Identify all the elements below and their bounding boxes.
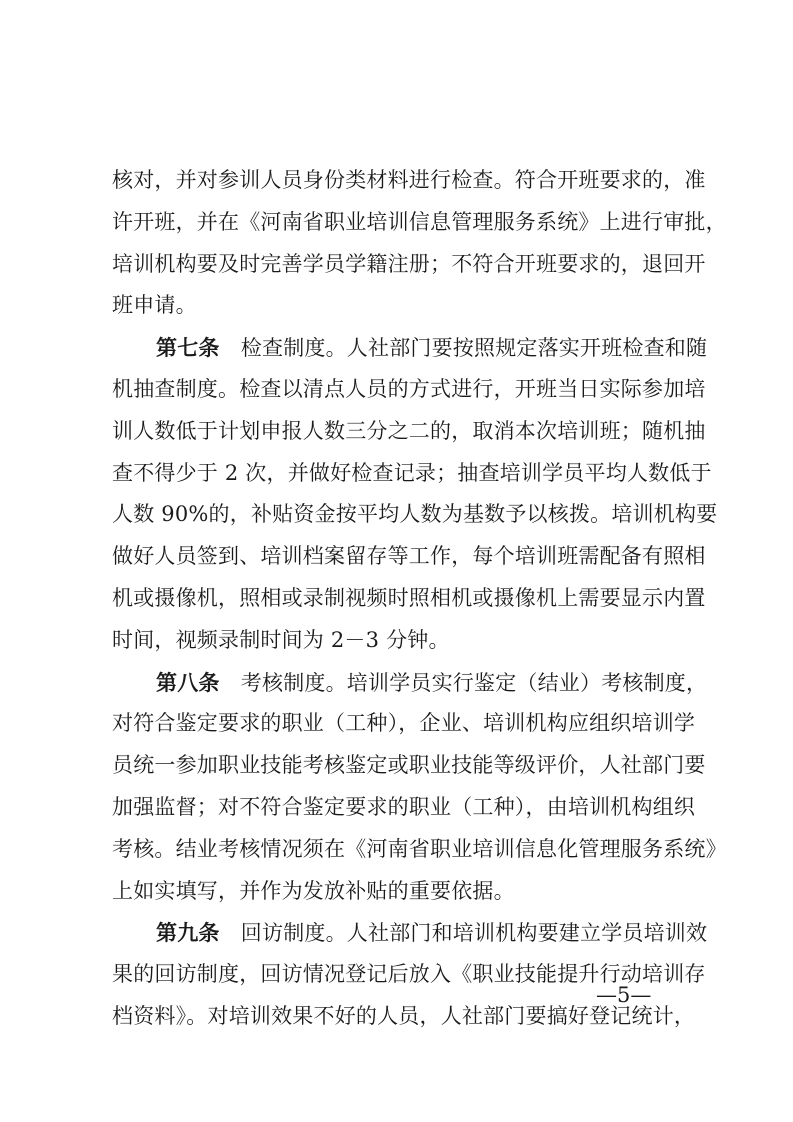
line-text: 检查制度。人社部门要按照规定落实开班检查和随 [219, 336, 708, 361]
line-text: 时间，视频录制时间为 2－3 分钟。 [112, 627, 450, 652]
line-text: 对符合鉴定要求的职业（工种），企业、培训机构应组织培训学 [112, 711, 696, 736]
line-text: 做好人员签到、培训档案留存等工作，每个培训班需配备有照相 [112, 544, 706, 569]
line-text: 训人数低于计划申报人数三分之二的，取消本次培训班；随机抽 [112, 418, 706, 443]
text-line [112, 703, 696, 745]
text-line [112, 578, 706, 620]
text-line [112, 202, 727, 244]
line-text: 班申请。 [112, 293, 197, 318]
article-number: 第九条 [156, 920, 220, 946]
text-line [112, 912, 708, 954]
body-text [112, 160, 727, 1038]
line-text: 人数 90%的，补贴资金按平均人数为基数予以核拨。培训机构要 [112, 502, 718, 527]
text-line [112, 996, 696, 1038]
text-line [112, 160, 706, 202]
line-text: 核对，并对参训人员身份类材料进行检查。符合开班要求的，准 [112, 168, 706, 192]
line-text: 机抽查制度。检查以清点人员的方式进行，开班当日实际参加培 [112, 376, 706, 401]
text-line [112, 787, 696, 829]
line-text: 考核制度。培训学员实行鉴定（结业）考核制度， [219, 670, 708, 695]
line-text: 上如实填写，并作为发放补贴的重要依据。 [112, 878, 515, 903]
text-line [112, 327, 708, 369]
line-text: 果的回访制度，回访情况登记后放入《职业技能提升行动培训存 [112, 962, 706, 987]
line-text: 档资料》。对培训效果不好的人员，人社部门要搞好登记统计， [112, 1003, 696, 1028]
line-text: 培训机构要及时完善学员学籍注册；不符合开班要求的，退回开 [112, 251, 706, 276]
line-text: 回访制度。人社部门和培训机构要建立学员培训效 [219, 921, 708, 946]
article-number: 第八条 [156, 669, 220, 695]
text-line [112, 536, 706, 578]
line-text: 机或摄像机，照相或录制视频时照相机或摄像机上需要显示内置 [112, 585, 706, 610]
text-line [112, 411, 706, 453]
line-text: 员统一参加职业技能考核鉴定或职业技能等级评价，人社部门要 [112, 753, 706, 778]
text-line [112, 954, 706, 996]
text-line [112, 285, 672, 327]
text-line [112, 244, 706, 286]
article-number: 第七条 [156, 335, 220, 361]
text-line [112, 369, 706, 411]
text-line [112, 662, 708, 704]
text-line [112, 453, 712, 495]
text-line [112, 829, 727, 871]
text-line [112, 871, 672, 913]
text-line [112, 620, 672, 662]
line-text: 考核。结业考核情况须在《河南省职业培训信息化管理服务系统》 [112, 836, 727, 861]
line-text: 查不得少于 2 次，并做好检查记录；抽查培训学员平均人数低于 [112, 460, 712, 485]
line-text: 加强监督；对不符合鉴定要求的职业（工种），由培训机构组织 [112, 794, 696, 819]
line-text: 许开班，并在《河南省职业培训信息管理服务系统》上进行审批， [112, 209, 727, 234]
page-number: —5— [596, 983, 652, 1007]
text-line [112, 745, 706, 787]
text-line [112, 494, 718, 536]
